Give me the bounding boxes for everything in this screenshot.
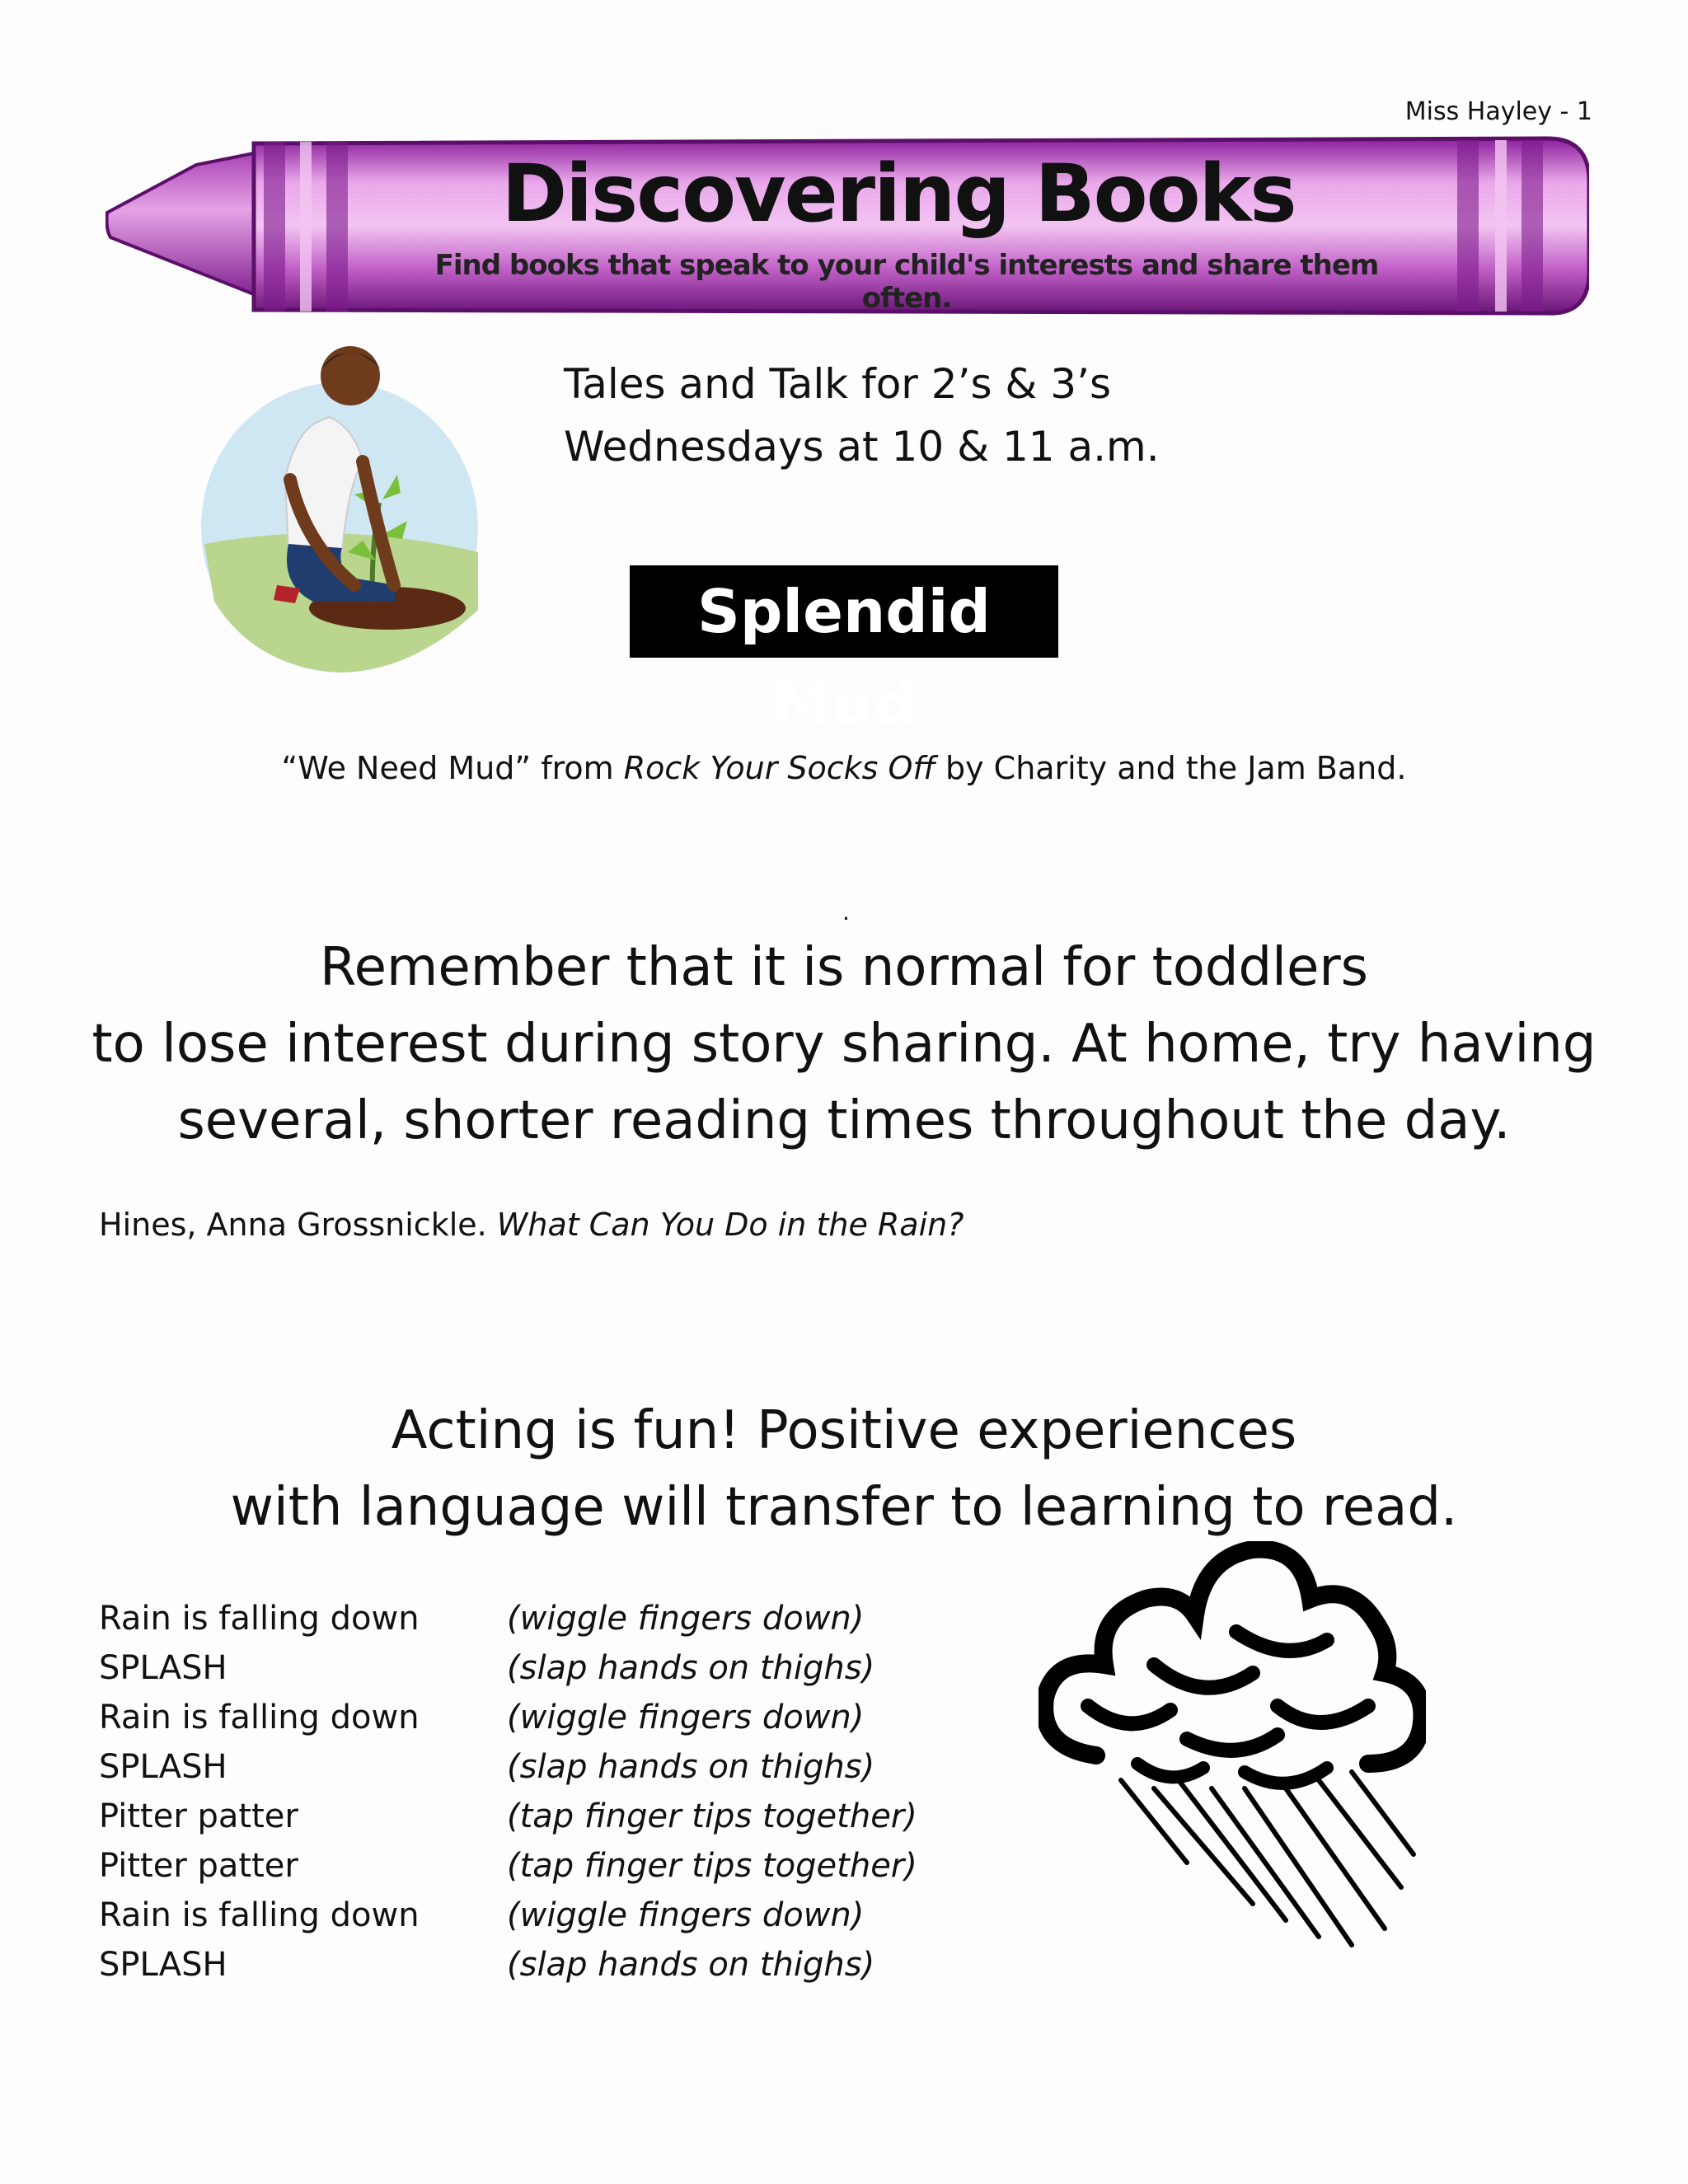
book-citation bbox=[99, 1207, 964, 1243]
book-title: What Can You Do in the Rain? bbox=[496, 1207, 964, 1243]
rhyme-row bbox=[99, 1742, 923, 1792]
song-from: from bbox=[531, 750, 624, 786]
rhyme-line: Pitter patter bbox=[99, 1847, 298, 1885]
program-info bbox=[564, 353, 1160, 478]
acting-tip-line: Acting is fun! Positive experiences bbox=[391, 1400, 1297, 1461]
rhyme-action: (wiggle fingers down) bbox=[507, 1600, 865, 1638]
rain-cloud-icon bbox=[1039, 1541, 1426, 1953]
rhyme-row bbox=[99, 1841, 923, 1891]
rhyme-line: Rain is falling down bbox=[99, 1699, 420, 1736]
rhyme-row bbox=[99, 1792, 923, 1841]
rhyme-action: (wiggle fingers down) bbox=[507, 1699, 865, 1736]
rhyme-line: Rain is falling down bbox=[99, 1896, 420, 1934]
book-author: Hines, Anna Grossnickle. bbox=[99, 1207, 497, 1243]
song-artist: by Charity and the Jam Band. bbox=[935, 750, 1407, 786]
stray-dot: . bbox=[842, 898, 850, 926]
rhyme-row bbox=[99, 1693, 923, 1742]
song-credit bbox=[0, 750, 1688, 786]
rhyme-row bbox=[99, 1940, 923, 1990]
song-album: Rock Your Socks Off bbox=[623, 750, 935, 786]
rhyme-line: SPLASH bbox=[99, 1748, 227, 1786]
toddler-tip-line: to lose interest during story sharing. At home, try having bbox=[91, 1014, 1597, 1075]
rhyme-action: (slap hands on thighs) bbox=[507, 1946, 875, 1984]
toddler-tip-line: several, shorter reading times throughout the day. bbox=[177, 1090, 1511, 1151]
toddler-tip bbox=[0, 930, 1688, 1160]
acting-tip bbox=[0, 1393, 1688, 1546]
rhyme-action: (slap hands on thighs) bbox=[507, 1748, 875, 1786]
acting-tip-line: with language will transfer to learning to read. bbox=[230, 1477, 1458, 1538]
gardener-planting-illustration bbox=[198, 338, 495, 676]
rhyme-line: SPLASH bbox=[99, 1946, 227, 1984]
program-schedule: Wednesdays at 10 & 11 a.m. bbox=[564, 423, 1160, 471]
program-name: Tales and Talk for 2’s & 3’s bbox=[564, 360, 1112, 408]
rhyme-action: (wiggle fingers down) bbox=[507, 1896, 865, 1934]
rhyme-action: (slap hands on thighs) bbox=[507, 1649, 875, 1687]
rhyme-line: Rain is falling down bbox=[99, 1600, 420, 1638]
rain-rhyme bbox=[99, 1594, 923, 1990]
toddler-tip-line: Remember that it is normal for toddlers bbox=[320, 937, 1368, 998]
page-label: Miss Hayley - 1 bbox=[1404, 97, 1592, 126]
rhyme-line: Pitter patter bbox=[99, 1797, 298, 1835]
banner-tagline: Find books that speak to your child's interests and share them often. bbox=[434, 249, 1379, 315]
banner-title: Discovering Books bbox=[501, 148, 1296, 240]
rhyme-line: SPLASH bbox=[99, 1649, 227, 1687]
rhyme-row bbox=[99, 1643, 923, 1693]
theme-title: Splendid Mud bbox=[630, 565, 1058, 658]
rhyme-row bbox=[99, 1891, 923, 1940]
rhyme-row bbox=[99, 1594, 923, 1643]
rhyme-action: (tap finger tips together) bbox=[507, 1797, 917, 1835]
song-title: “We Need Mud” bbox=[281, 750, 532, 786]
rhyme-action: (tap finger tips together) bbox=[507, 1847, 917, 1885]
